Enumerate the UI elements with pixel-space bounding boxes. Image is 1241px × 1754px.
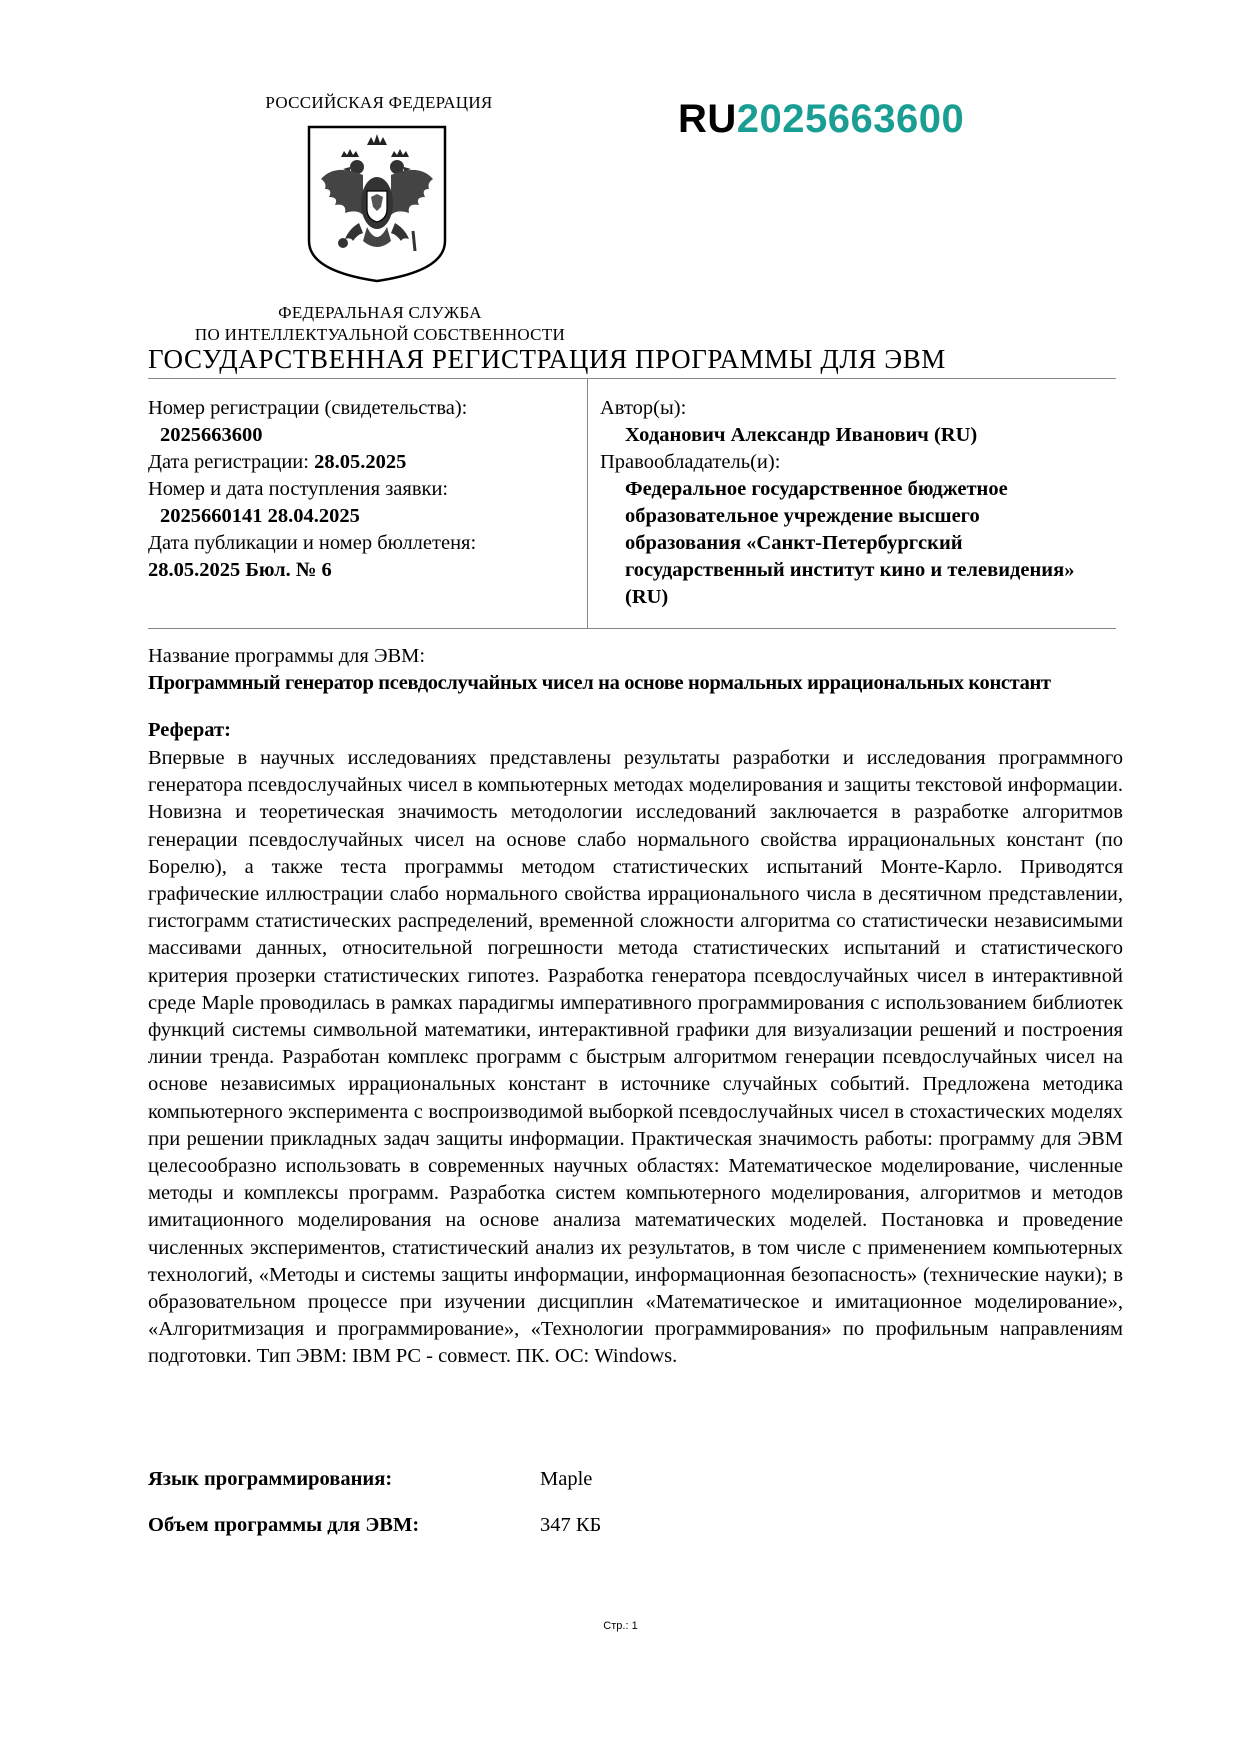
agency-name-line2: ПО ИНТЕЛЛЕКТУАЛЬНОЙ СОБСТВЕННОСТИ xyxy=(194,325,566,344)
author-label: Автор(ы): xyxy=(600,397,687,419)
size-label: Объем программы для ЭВМ: xyxy=(148,1514,420,1536)
agency-name-line1: ФЕДЕРАЛЬНАЯ СЛУЖБА xyxy=(278,303,482,322)
reg-date-value: 28.05.2025 xyxy=(314,451,407,473)
author-value: Ходанович Александр Иванович (RU) xyxy=(625,424,978,446)
country-code: RU xyxy=(678,97,737,141)
holder-value: Федеральное государственное бюджетное образовательное учреждение высшего образования «Санкт-Петербургский государственный институт кино и телевидения» (RU) xyxy=(625,478,1075,608)
page-title: ГОСУДАРСТВЕННАЯ РЕГИСТРАЦИЯ ПРОГРАММЫ ДЛЯ ЭВМ xyxy=(148,344,946,374)
registration-number-header xyxy=(678,97,964,142)
registration-digits: 2025663600 xyxy=(736,97,965,141)
double-headed-eagle-icon xyxy=(305,123,449,285)
publication-label: Дата публикации и номер бюллетеня: xyxy=(148,532,477,554)
reg-number-value: 2025663600 xyxy=(160,424,263,446)
registration-details xyxy=(148,395,578,584)
authors-holders xyxy=(600,395,1100,611)
program-name-label: Название программы для ЭВМ: xyxy=(148,645,426,667)
country-name: РОССИЙСКАЯ ФЕДЕРАЦИЯ xyxy=(265,93,493,112)
language-value: Maple xyxy=(540,1468,593,1490)
size-value: 347 КБ xyxy=(540,1514,602,1536)
reg-date-label: Дата регистрации: xyxy=(148,451,309,473)
language-label: Язык программирования: xyxy=(148,1468,393,1490)
program-name: Программный генератор псевдослучайных чисел на основе нормальных иррациональных констант xyxy=(148,672,1051,694)
publication-value: 28.05.2025 Бюл. № 6 xyxy=(148,559,332,581)
abstract-paragraph: Впервые в научных исследованиях представлены результаты разработки и исследования программного генератора псевдослучайных чисел в компьютерных методах моделирования и защиты текстовой информации. Новизна и теоретическая значимость методологии исследований заключается в разработке алгоритмов генерации псевдослучайных чисел на основе слабо нормального свойства иррациональных констант (по Борелю), а также теста программы методом статистических испытаний Монте-Карло. Приводятся графические иллюстрации слабо нормального свойства иррационального числа в десятичном представлении, гистограмм статистических распределений, временной сложности алгоритма со статистически независимыми массивами данных, относительной погрешности метода статистических испытаний и статистического критерия прозерки статистических гипотез. Разработка генератора псевдослучайных чисел в интерактивной среде Maple проводилась в рамках парадигмы императивного программирования с использованием библиотек функций системы символьной математики, интерактивной графики для визуализации решений и построения линии тренда. Разработан комплекс программ с быстрым алгоритмом генерации псевдослучайных чисел на основе независимых иррациональных констант в источнике случайных событий. Предложена методика компьютерного эксперимента с воспроизводимой выборкой псевдослучайных чисел в стохастических моделях при решении прикладных задач защиты информации. Практическая значимость работы: программу для ЭВМ целесообразно использовать в современных научных областях: Математическое моделирование, численные методы и комплексы программ. Разработка систем компьютерного моделирования, алгоритмов и методов имитационного моделирования на основе анализа математических моделей. Постановка и проведение численных экспериментов, статистический анализ их результатов, в том числе с применением компьютерных технологий, «Методы и системы защиты информации, информационная безопасность» (технические науки); в образовательном процессе при изучении дисциплин «Математическое и имитационное моделирование», «Алгоритмизация и программирование», «Технологии программирования» по профильным направлениям подготовки. Тип ЭВМ: IBM PC - совмест. ПК. ОС: Windows. xyxy=(148,747,1123,1368)
top-divider xyxy=(148,378,1116,379)
abstract-text xyxy=(148,745,1123,1371)
reg-number-label: Номер регистрации (свидетельства): xyxy=(148,397,468,419)
agency-name xyxy=(160,302,600,346)
application-label: Номер и дата поступления заявки: xyxy=(148,478,449,500)
bottom-divider xyxy=(148,628,1116,629)
application-value: 2025660141 28.04.2025 xyxy=(160,505,360,527)
page-number: Стр.: 1 xyxy=(603,1620,638,1632)
abstract-label: Реферат: xyxy=(148,719,231,741)
column-divider xyxy=(587,379,588,629)
holder-label: Правообладатель(и): xyxy=(600,451,781,473)
